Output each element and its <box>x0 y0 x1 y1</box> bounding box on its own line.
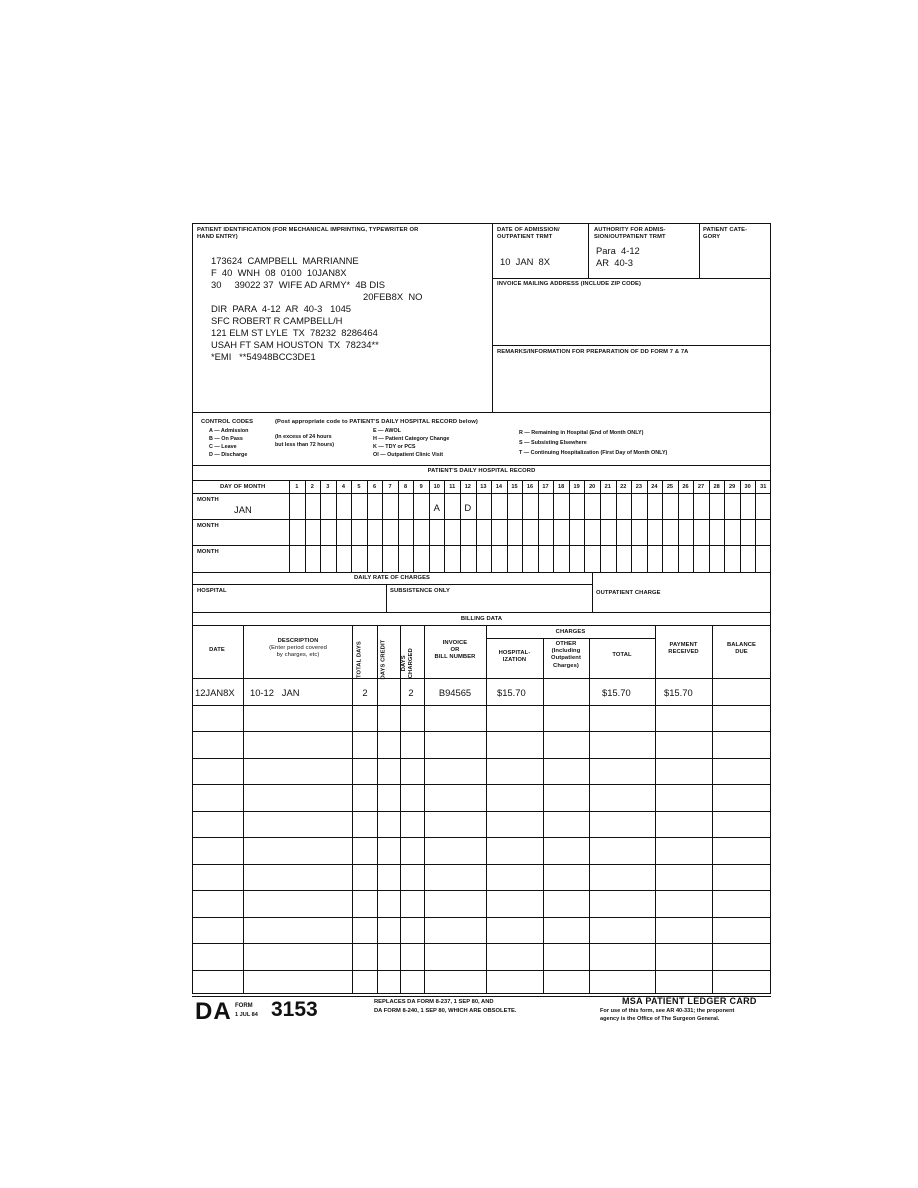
other-header-line-2: (Including <box>551 648 581 655</box>
day-column-divider <box>351 481 352 572</box>
payment-header-line-2: RECEIVED <box>668 649 699 656</box>
day-column-divider <box>305 481 306 572</box>
pass-note-2: but less than 72 hours) <box>275 442 335 448</box>
day-column-divider <box>444 481 445 572</box>
day-column-divider <box>724 481 725 572</box>
patient-id-line-1: 173624 CAMPBELL MARRIANNE <box>211 255 359 266</box>
row-date: 12JAN8X <box>195 687 235 698</box>
day-column-divider <box>678 481 679 572</box>
billing-table <box>192 626 771 994</box>
billing-row-divider <box>192 943 771 944</box>
divider <box>192 465 771 466</box>
day-number: 29 <box>729 484 736 490</box>
date-of-admission-value: 10 JAN 8X <box>500 256 551 267</box>
other-header-line-4: Charges) <box>553 662 579 669</box>
patient-id-line-8: USAH FT SAM HOUSTON TX 78234** <box>211 339 379 350</box>
divider <box>192 612 771 613</box>
replaces-note-1: REPLACES DA FORM 8-237, 1 SEP 80, AND <box>374 999 494 1005</box>
payment-header-line-1: PAYMENT <box>669 642 698 648</box>
form-id-number: 3153 <box>271 998 318 1021</box>
divider <box>588 224 589 278</box>
subsistence-label: SUBSISTENCE ONLY <box>390 588 451 594</box>
day-number: 22 <box>620 484 627 490</box>
day-column-divider <box>320 481 321 572</box>
day-column-divider <box>382 481 383 572</box>
col-description-header <box>243 638 353 660</box>
day-column-divider <box>616 481 617 572</box>
day-number: 13 <box>480 484 487 490</box>
day-number: 18 <box>557 484 565 490</box>
row-days-charged: 2 <box>408 687 414 698</box>
divider <box>699 224 700 278</box>
pass-note-1: (In excess of 24 hours <box>275 434 332 440</box>
day-number: 4 <box>341 484 345 490</box>
day-column-divider <box>709 481 710 572</box>
day-column-divider <box>740 481 741 572</box>
day-number: 30 <box>744 484 751 490</box>
row-invoice: B94565 <box>438 687 472 698</box>
day-number: 9 <box>419 484 423 490</box>
billing-row-divider <box>192 784 771 785</box>
patient-id-line-6: SFC ROBERT R CAMPBELL/H <box>211 315 343 326</box>
invoice-mailing-address-label: INVOICE MAILING ADDRESS (INCLUDE ZIP CODE) <box>497 281 641 287</box>
day-column-divider <box>398 481 399 572</box>
row-description: 10-12 JAN <box>250 687 300 698</box>
billing-row-divider <box>192 864 771 865</box>
authority-value-2: AR 40-3 <box>596 257 633 268</box>
day-number: 25 <box>666 484 674 490</box>
billing-row-divider <box>192 731 771 732</box>
hospitalization-header-line-2: IZATION <box>502 657 527 664</box>
day-number: 26 <box>682 484 689 490</box>
day-column-divider <box>553 481 554 572</box>
day-column-divider <box>367 481 368 572</box>
daily-record-grid <box>192 481 771 572</box>
agency-note-1: For use of this form, see AR 40-331; the proponent <box>600 1008 735 1014</box>
col-payment-header <box>655 642 712 656</box>
billing-row-divider <box>192 758 771 759</box>
day-column-divider <box>755 481 756 572</box>
divider <box>192 519 771 520</box>
col-date-header: DATE <box>209 647 225 653</box>
day-column-divider <box>491 481 492 572</box>
month-label-3: MONTH <box>197 549 219 555</box>
divider <box>192 493 771 494</box>
divider <box>492 345 771 346</box>
code-oi: OI — Outpatient Clinic Visit <box>373 452 443 458</box>
code-d: D — Discharge <box>209 452 248 458</box>
billing-column-divider <box>543 638 544 994</box>
form-id-da: DA <box>195 998 232 1025</box>
code-r: R — Remaining in Hospital (End of Month ONLY) <box>519 430 644 436</box>
day-column-divider <box>289 481 290 572</box>
other-header-line-1: OTHER <box>555 641 577 647</box>
code-b: B — On Pass <box>209 436 243 442</box>
day-number: 10 <box>433 484 440 490</box>
day-number: 24 <box>651 484 658 490</box>
col-invoice-header <box>424 640 486 662</box>
divider <box>592 572 593 612</box>
day-number: 2 <box>310 484 314 490</box>
day-column-divider <box>662 481 663 572</box>
col-days-charged-header: DAYS CHARGED <box>400 648 414 679</box>
billing-row-divider <box>192 917 771 918</box>
billing-row-divider <box>192 705 771 706</box>
daily-rate-title: DAILY RATE OF CHARGES <box>353 575 431 581</box>
day-number: 16 <box>526 484 534 490</box>
day-column-divider <box>631 481 632 572</box>
col-hospitalization-header <box>486 650 543 664</box>
day-number: 20 <box>589 484 596 490</box>
control-codes-section <box>193 413 771 465</box>
patient-id-line-3: 30 39022 37 WIFE AD ARMY* 4B DIS <box>211 279 386 290</box>
divider <box>492 224 493 412</box>
form-id-date: 1 JUL 84 <box>235 1012 258 1018</box>
day-column-divider <box>522 481 523 572</box>
divider <box>192 572 771 573</box>
row-payment: $15.70 <box>664 687 693 698</box>
remarks-label: REMARKS/INFORMATION FOR PREPARATION OF DD FORM 7 & 7A <box>497 349 689 355</box>
billing-column-divider <box>589 638 590 994</box>
patient-identification-label: PATIENT IDENTIFICATION (FOR MECHANICAL IMPRINTING, TYPEWRITER OR HAND ENTRY) <box>197 227 419 241</box>
day-column-divider <box>336 481 337 572</box>
day-number: 15 <box>511 484 518 490</box>
day-column-divider <box>507 481 508 572</box>
row-total-days: 2 <box>362 687 368 698</box>
description-header-line-3: by charges, etc) <box>276 652 320 659</box>
day-number: 6 <box>372 484 377 490</box>
day-column-divider <box>413 481 414 572</box>
code-t: T — Continuing Hospitalization (First Day of Month ONLY) <box>519 450 668 456</box>
day-number: 28 <box>713 484 720 490</box>
date-of-admission-label: DATE OF ADMISSION/ OUTPATIENT TRMT <box>497 227 560 241</box>
code-c: C — Leave <box>209 444 237 450</box>
row-total: $15.70 <box>602 687 631 698</box>
invoice-header-line-3: BILL NUMBER <box>434 654 476 661</box>
day-number: 8 <box>404 484 408 490</box>
patient-id-line-9: *EMI **54948BCC3DE1 <box>211 351 316 362</box>
col-total-header: TOTAL <box>612 652 632 658</box>
divider <box>192 584 592 585</box>
day-column-divider <box>460 481 461 572</box>
day-number: 23 <box>635 484 642 490</box>
outpatient-charge-label: OUTPATIENT CHARGE <box>596 590 661 596</box>
control-codes-title: CONTROL CODES <box>201 419 254 425</box>
code-e: E — AWOL <box>373 428 401 434</box>
day-column-divider <box>584 481 585 572</box>
replaces-note-2: DA FORM 8-240, 1 SEP 80, WHICH ARE OBSOLETE. <box>374 1008 517 1014</box>
row-hospitalization: $15.70 <box>497 687 526 698</box>
day-of-month-label: DAY OF MONTH <box>220 484 266 490</box>
hospital-rate-label: HOSPITAL <box>197 588 227 594</box>
day-column-divider <box>476 481 477 572</box>
day-number: 7 <box>388 484 392 490</box>
day-number: 14 <box>495 484 503 490</box>
other-header-line-3: Outpatient <box>551 655 581 662</box>
patient-identification-box <box>193 224 493 412</box>
divider <box>192 545 771 546</box>
day-column-divider <box>538 481 539 572</box>
control-codes-instruction: (Post appropriate code to PATIENT'S DAILY HOSPITAL RECORD below) <box>275 419 478 425</box>
billing-row-divider <box>192 678 771 679</box>
col-days-credit-header: DAYS CREDIT <box>380 639 387 680</box>
billing-row-divider <box>192 970 771 971</box>
day-number: 19 <box>573 484 580 490</box>
billing-row-divider <box>192 811 771 812</box>
code-a: A — Admission <box>209 428 249 434</box>
day-number: 11 <box>449 484 456 490</box>
description-header-line-1: DESCRIPTION <box>277 638 319 644</box>
invoice-header-line-1: INVOICE <box>442 640 468 646</box>
authority-label: AUTHORITY FOR ADMIS- SION/OUTPATIENT TRMT <box>594 227 666 241</box>
patient-id-line-4: 20FEB8X NO <box>363 291 423 302</box>
daily-entry: A <box>433 502 440 513</box>
billing-row-divider <box>192 890 771 891</box>
charges-header: CHARGES <box>555 629 586 635</box>
billing-data-title: BILLING DATA <box>460 616 503 622</box>
daily-record-title: PATIENT'S DAILY HOSPITAL RECORD <box>427 468 536 474</box>
day-column-divider <box>600 481 601 572</box>
day-number: 5 <box>357 484 361 490</box>
day-column-divider <box>569 481 570 572</box>
patient-category-label: PATIENT CATE- GORY <box>703 227 748 241</box>
balance-header-line-1: BALANCE <box>726 642 757 648</box>
day-number: 27 <box>697 484 705 490</box>
day-number: 31 <box>760 484 767 490</box>
month-label-1: MONTH <box>197 497 219 503</box>
hospitalization-header-line-1: HOSPITAL- <box>498 650 531 656</box>
divider <box>386 584 387 612</box>
day-number: 17 <box>542 484 549 490</box>
agency-note-2: agency is the Office of The Surgeon General. <box>600 1016 720 1022</box>
col-balance-header <box>712 642 771 656</box>
code-k: K — TDY or PCS <box>373 444 416 450</box>
daily-entry: D <box>464 502 472 513</box>
day-number: 1 <box>295 484 299 490</box>
form-id-form-word: FORM <box>235 1003 253 1009</box>
day-number: 21 <box>604 484 611 490</box>
month-label-2: MONTH <box>197 523 219 529</box>
form-title: MSA PATIENT LEDGER CARD <box>622 996 757 1006</box>
day-column-divider <box>693 481 694 572</box>
authority-value-1: Para 4-12 <box>596 245 640 256</box>
code-s: S — Subsisting Elsewhere <box>519 440 587 446</box>
billing-row-divider <box>192 837 771 838</box>
code-h: H — Patient Category Change <box>373 436 450 442</box>
day-column-divider <box>647 481 648 572</box>
col-other-header <box>543 641 589 670</box>
day-column-divider <box>429 481 430 572</box>
invoice-header-line-2: OR <box>450 647 460 654</box>
col-total-days-header: TOTAL DAYS <box>356 641 363 679</box>
balance-header-line-2: DUE <box>735 649 748 656</box>
day-number: 3 <box>326 484 330 490</box>
charges-divider <box>486 638 655 639</box>
patient-id-line-5: DIR PARA 4-12 AR 40-3 1045 <box>211 303 351 314</box>
divider <box>492 278 771 279</box>
patient-id-line-7: 121 ELM ST LYLE TX 78232 8286464 <box>211 327 378 338</box>
day-number: 12 <box>464 484 471 490</box>
description-header-line-2: (Enter period covered <box>269 645 327 652</box>
patient-id-line-2: F 40 WNH 08 0100 10JAN8X <box>211 267 347 278</box>
month-value-1: JAN <box>234 504 252 515</box>
